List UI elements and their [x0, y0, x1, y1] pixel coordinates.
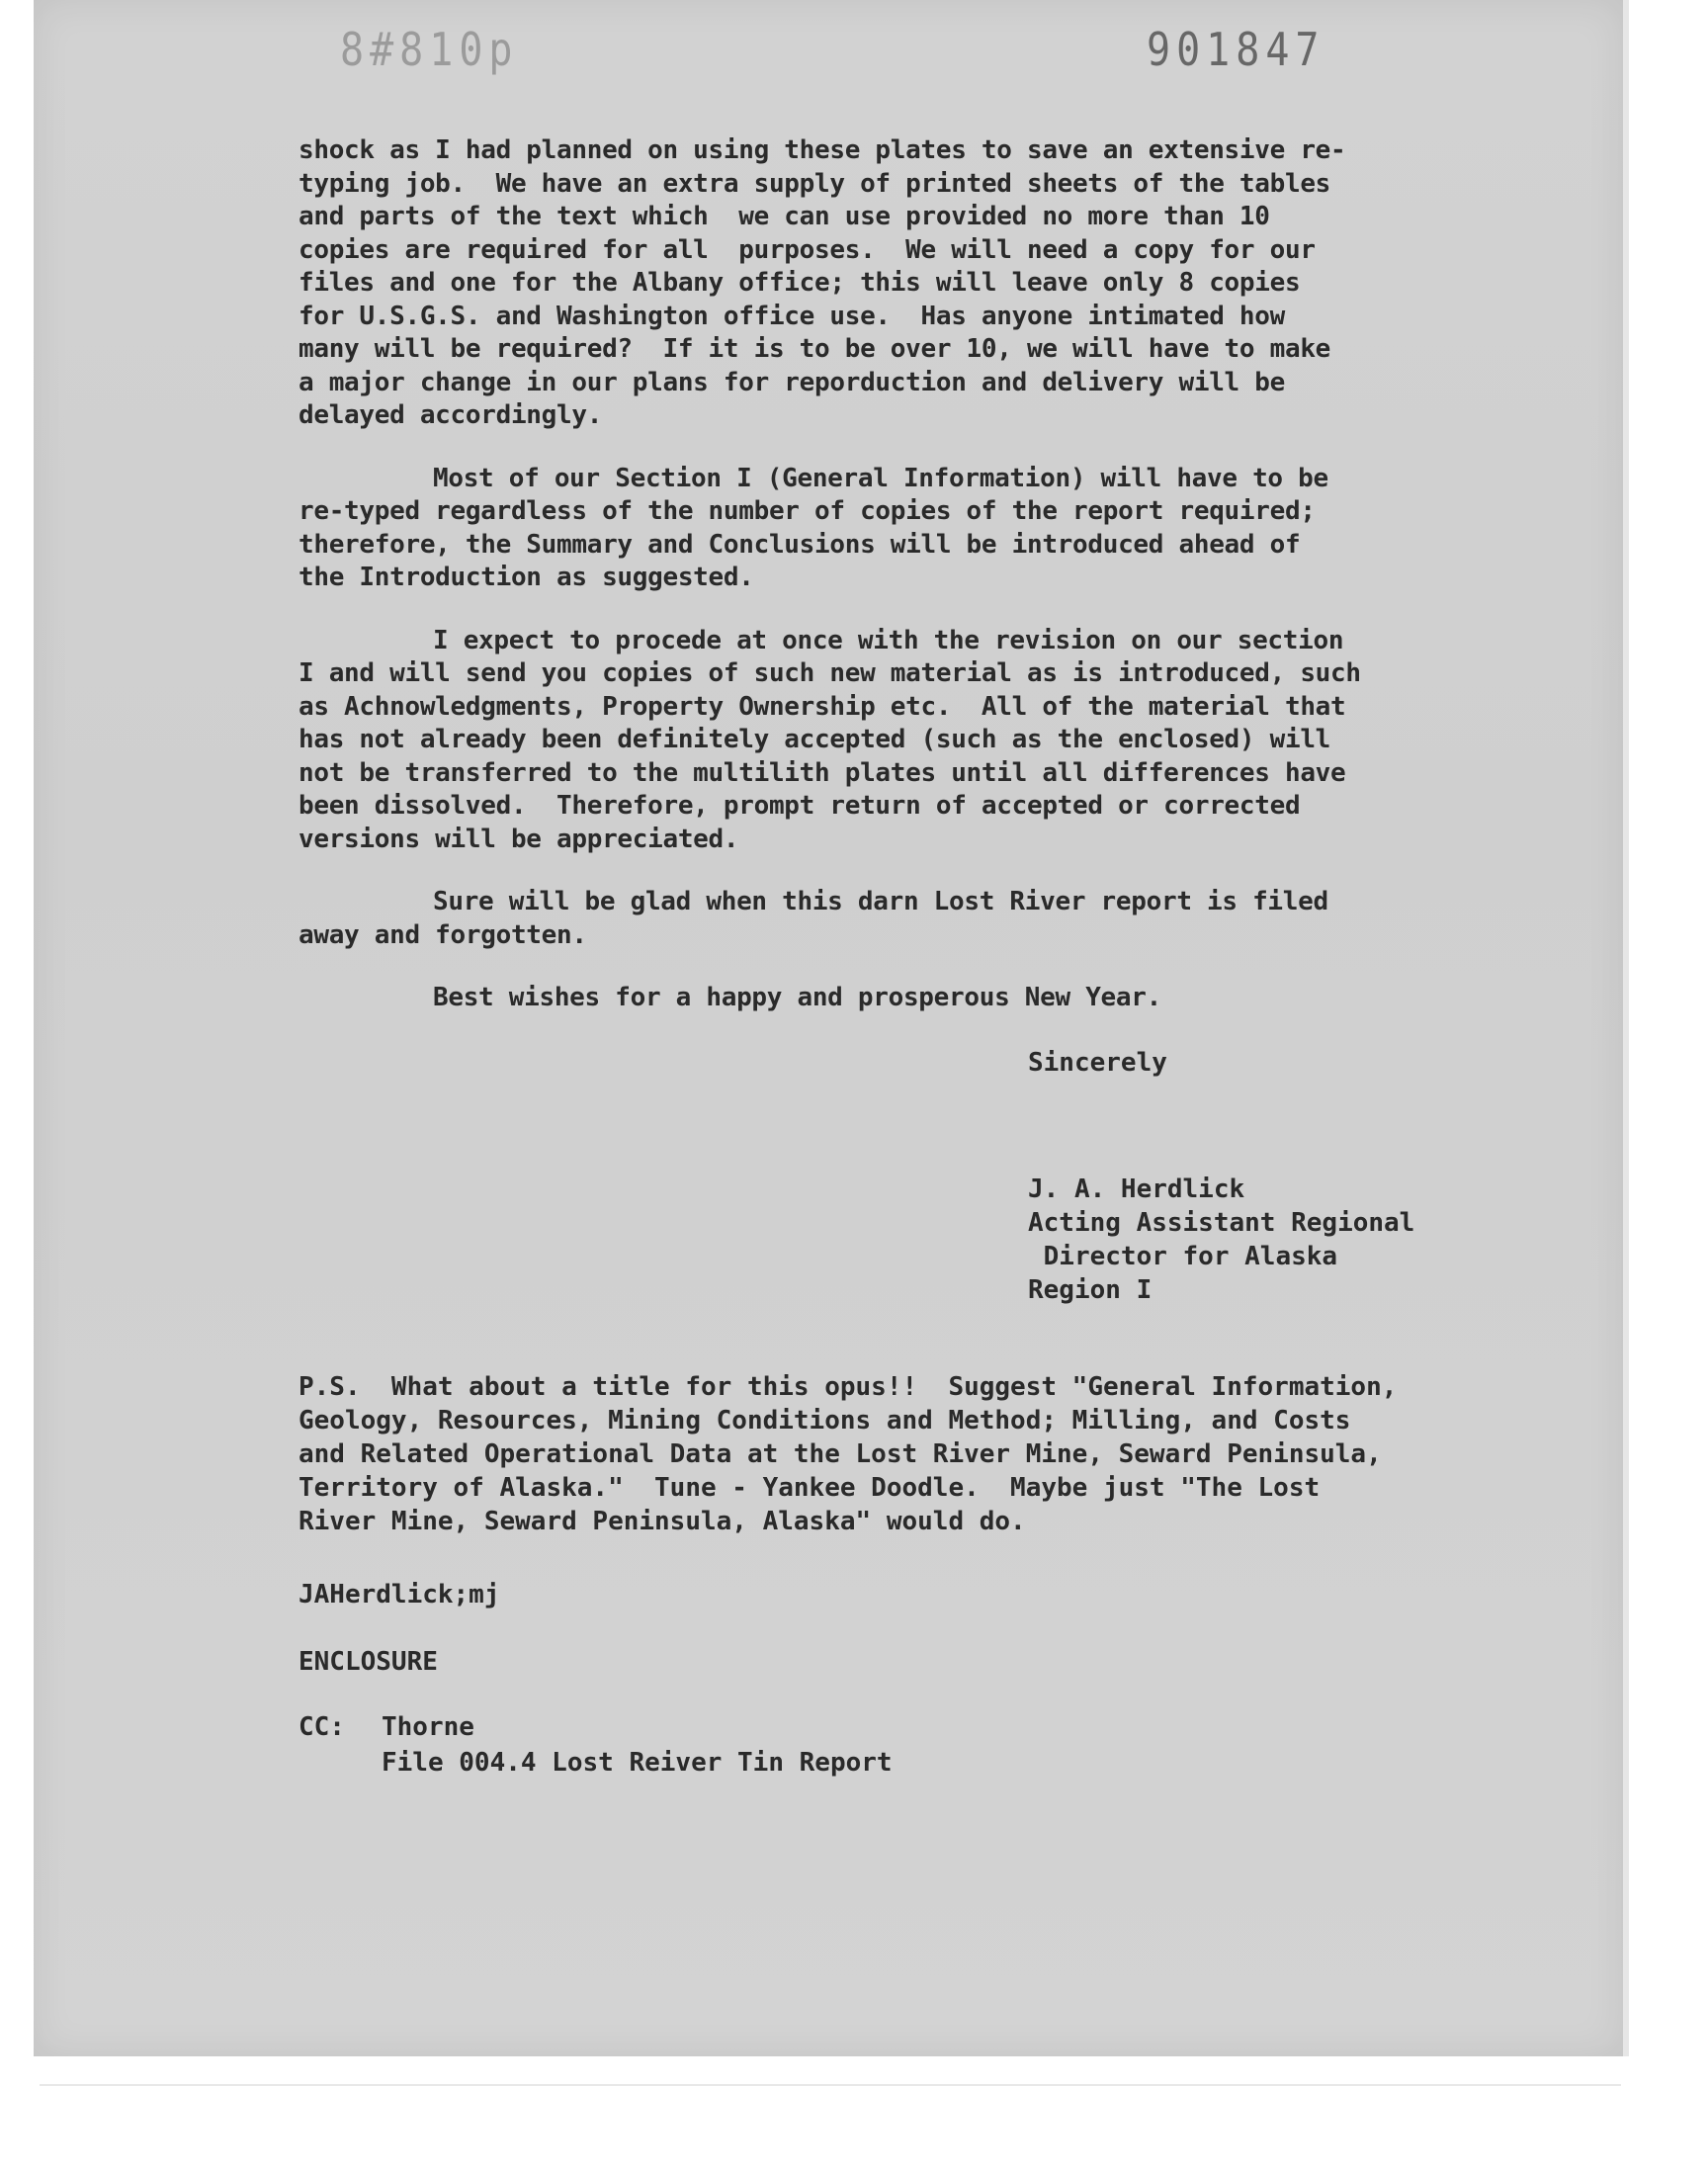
paragraph-revision: I expect to procede at once with the revision on our section I and will send you copies of such new material as is introduced, such as Achnowledgments, Property Ownership etc. All of the material that has not already been definitely accepted (such as the enclosed) will not be transferred to the multilith plates until all differences have been dissolved. Therefore, prompt return of accepted or corrected versions will be appreciated.	[299, 625, 1361, 854]
paragraph-lost-river: Sure will be glad when this darn Lost River report is filed away and forgotten.	[299, 887, 1328, 950]
cc-label: CC:	[299, 1712, 345, 1742]
enclosure-note: ENCLOSURE	[299, 1647, 438, 1677]
page-number-stamp: 901847	[1147, 24, 1325, 77]
scan-bottom-edge	[40, 2084, 1621, 2086]
paragraph-continuation: shock as I had planned on using these plates to save an extensive re- typing job. We have an extra supply of printed sheets of the tables and parts of the text which we can use provided no more than 10 copies are required for all purposes. We will need a copy for our files and one for the Albany office; this will leave only 8 copies for U.S.G.S. and Washington office use. Has anyone intimated how many will be required? If it is to be over 10, we will have to make a major change in our plans for reporduction and delivery will be delayed accordingly.	[299, 135, 1346, 430]
signer-title-line-1: Acting Assistant Regional	[1028, 1208, 1415, 1238]
paragraph-new-year: Best wishes for a happy and prosperous New Year.	[433, 983, 1161, 1012]
postscript: P.S. What about a title for this opus!! Suggest "General Information, Geology, Resources, Mining Conditions and Method; Milling, and Costs and Related Operational Data at the Lost River Mine, Seward Peninsula, Territory of Alaska." Tune - Yankee Doodle. Maybe just "The Lost River Mine, Seward Peninsula, Alaska" would do.	[299, 1372, 1398, 1536]
signature-block	[1028, 1173, 1414, 1307]
closing-salutation: Sincerely	[1028, 1048, 1167, 1078]
signer-title-line-2: Director for Alaska	[1028, 1242, 1338, 1271]
letter-body	[299, 134, 1485, 1045]
page-edge	[1623, 0, 1629, 2056]
cc-file-reference: File 004.4 Lost Reiver Tin Report	[382, 1748, 893, 1778]
faded-page-number-stamp: 8#810p	[340, 24, 519, 77]
typist-initials: JAHerdlick;mj	[299, 1580, 500, 1610]
cc-recipient: Thorne	[382, 1712, 474, 1742]
paragraph-section-one: Most of our Section I (General Information) will have to be re-typed regardless of the number of copies of the report required; therefore, the Summary and Conclusions will be introduced ahead of the Introduction as suggested.	[299, 463, 1328, 592]
signer-region: Region I	[1028, 1275, 1153, 1305]
signer-name: J. A. Herdlick	[1028, 1174, 1245, 1204]
